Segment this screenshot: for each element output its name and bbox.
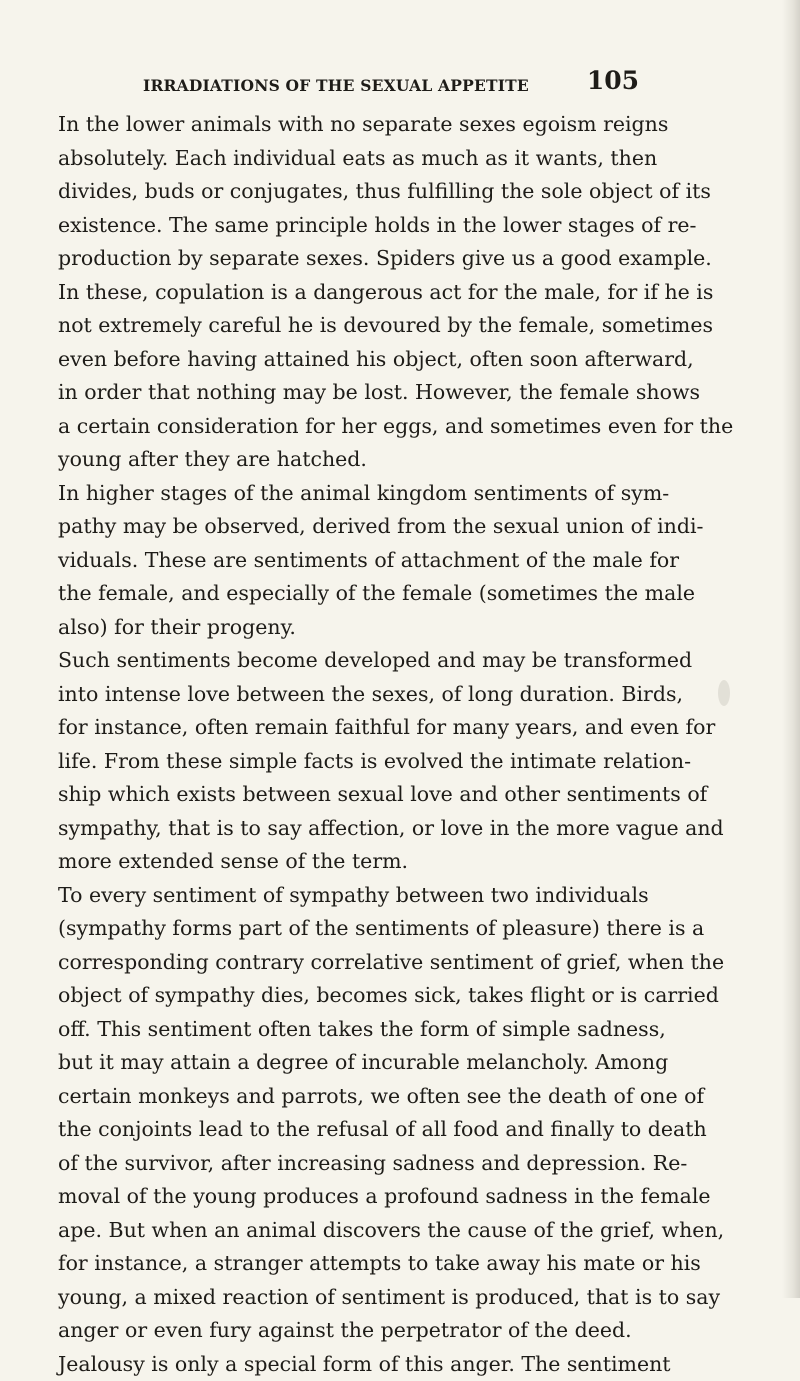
text-line: in order that nothing may be lost. However, the female shows xyxy=(58,376,646,410)
text-line: the female, and especially of the female (sometimes the male xyxy=(58,577,646,611)
text-line: moval of the young produces a profound sadness in the female xyxy=(58,1180,646,1214)
text-line: existence. The same principle holds in the lower stages of re- xyxy=(58,209,646,243)
text-line: sympathy, that is to say affection, or love in the more vague and xyxy=(58,812,646,846)
paper-smudge xyxy=(718,680,730,706)
text-line: for instance, often remain faithful for many years, and even for xyxy=(58,711,646,745)
running-head xyxy=(143,65,639,105)
text-line: viduals. These are sentiments of attachment of the male for xyxy=(58,544,646,578)
text-line: ape. But when an animal discovers the cause of the grief, when, xyxy=(58,1214,646,1248)
text-line: a certain consideration for her eggs, and sometimes even for the xyxy=(58,410,646,444)
text-line: the conjoints lead to the refusal of all food and finally to death xyxy=(58,1113,646,1147)
text-line: anger or even fury against the perpetrator of the deed. xyxy=(58,1314,646,1348)
text-line: absolutely. Each individual eats as much as it wants, then xyxy=(58,142,646,176)
text-line: life. From these simple facts is evolved the intimate relation- xyxy=(58,745,646,779)
text-line: young, a mixed reaction of sentiment is produced, that is to say xyxy=(58,1281,646,1315)
text-line: production by separate sexes. Spiders give us a good example. xyxy=(58,242,646,276)
text-line: certain monkeys and parrots, we often see the death of one of xyxy=(58,1080,646,1114)
text-line: divides, buds or conjugates, thus fulfilling the sole object of its xyxy=(58,175,646,209)
text-line: object of sympathy dies, becomes sick, takes flight or is carried xyxy=(58,979,646,1013)
text-line: for instance, a stranger attempts to take away his mate or his xyxy=(58,1247,646,1281)
text-line: In higher stages of the animal kingdom sentiments of sym- xyxy=(58,477,646,511)
page-edge-shadow xyxy=(782,0,800,1298)
text-line: pathy may be observed, derived from the sexual union of indi- xyxy=(58,510,646,544)
text-line: In the lower animals with no separate sexes egoism reigns xyxy=(58,108,646,142)
text-line: In these, copulation is a dangerous act for the male, for if he is xyxy=(58,276,646,310)
body-text xyxy=(58,108,646,1381)
text-line: even before having attained his object, often soon afterward, xyxy=(58,343,646,377)
text-line: corresponding contrary correlative sentiment of grief, when the xyxy=(58,946,646,980)
text-line: but it may attain a degree of incurable melancholy. Among xyxy=(58,1046,646,1080)
text-line: not extremely careful he is devoured by the female, sometimes xyxy=(58,309,646,343)
text-line: To every sentiment of sympathy between two individuals xyxy=(58,879,646,913)
running-title: IRRADIATIONS OF THE SEXUAL APPETITE xyxy=(143,76,529,95)
text-line: into intense love between the sexes, of long duration. Birds, xyxy=(58,678,646,712)
text-line: ship which exists between sexual love and other sentiments of xyxy=(58,778,646,812)
text-line: of the survivor, after increasing sadness and depression. Re- xyxy=(58,1147,646,1181)
text-line: Such sentiments become developed and may be transformed xyxy=(58,644,646,678)
page-number: 105 xyxy=(587,66,639,95)
text-line: also) for their progeny. xyxy=(58,611,646,645)
text-line: Jealousy is only a special form of this anger. The sentiment xyxy=(58,1348,646,1381)
text-line: (sympathy forms part of the sentiments of pleasure) there is a xyxy=(58,912,646,946)
text-line: young after they are hatched. xyxy=(58,443,646,477)
text-line: more extended sense of the term. xyxy=(58,845,646,879)
text-line: off. This sentiment often takes the form of simple sadness, xyxy=(58,1013,646,1047)
